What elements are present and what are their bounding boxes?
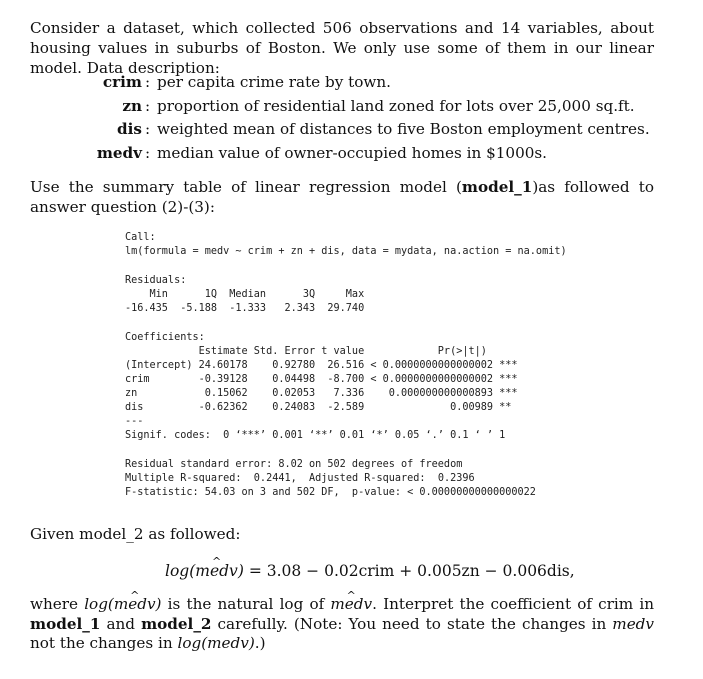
call-formula: lm(formula = medv ~ crim + zn + dis, data = mydata, na.action = na.omit) xyxy=(125,246,567,257)
question-paragraph xyxy=(30,595,654,654)
variable-name: crim xyxy=(102,73,142,91)
coefficients-header: Estimate Std. Error t value Pr(>|t|) xyxy=(125,346,512,357)
question-log: log( xyxy=(84,595,114,613)
summary-prompt-text: Use the summary table of linear regression model ( xyxy=(30,178,462,196)
question-log-close: ) xyxy=(155,595,162,613)
question-text: where xyxy=(30,595,85,613)
summary-prompt-model: model_1 xyxy=(461,178,533,196)
model2-formula xyxy=(165,560,575,582)
question-log-medv: log(medv) xyxy=(177,634,255,652)
question-log-var: medv ^ xyxy=(114,595,156,615)
variable-colon: : xyxy=(145,144,151,162)
intro-paragraph: Consider a dataset, which collected 506 observations and 14 variables, about housing values in suburbs of Boston. We only use some of them in our linear model. Data description: xyxy=(30,19,654,77)
coefficient-row: (Intercept) 24.60178 0.92780 26.516 < 0.0000000000000002 *** xyxy=(125,360,518,371)
question-text: . Interpret the coefficient of crim in xyxy=(372,595,654,613)
variable-desc: proportion of residential land zoned for lots over 25,000 sq.ft. xyxy=(157,97,635,115)
coefficients-label: Coefficients: xyxy=(125,332,205,343)
variable-colon: : xyxy=(145,73,151,91)
formula-rhs: = 3.08 − 0.02crim + 0.005zn − 0.006dis, xyxy=(243,562,575,580)
residuals-header: Min 1Q Median 3Q Max xyxy=(125,289,371,300)
variable-desc: per capita crime rate by town. xyxy=(157,73,391,91)
variable-desc: weighted mean of distances to five Boston employment centres. xyxy=(157,120,650,138)
f-statistic: F-statistic: 54.03 on 3 and 502 DF, p-value: < 0.00000000000000022 xyxy=(125,487,536,498)
signif-codes: Signif. codes: 0 ‘***’ 0.001 ‘**’ 0.01 ‘*’ 0.05 ‘.’ 0.1 ‘ ’ 1 xyxy=(125,430,506,441)
formula-lhs-var: medv ^ xyxy=(195,560,238,582)
variable-desc: median value of owner-occupied homes in $1000s. xyxy=(157,144,548,162)
r-squared: Multiple R-squared: 0.2441, Adjusted R-squared: 0.2396 xyxy=(125,473,481,484)
variable-name: dis xyxy=(117,120,142,138)
question-model1: model_1 xyxy=(30,614,101,633)
coefficient-row: dis -0.62362 0.24083 -2.589 0.00989 ** xyxy=(125,402,518,413)
variable-name: zn xyxy=(122,97,142,115)
residual-standard-error: Residual standard error: 8.02 on 502 degrees of freedom xyxy=(125,459,463,470)
variable-colon: : xyxy=(145,97,151,115)
variable-colon: : xyxy=(145,120,151,138)
residuals-values: -16.435 -5.188 -1.333 2.343 29.740 xyxy=(125,303,371,314)
formula-lhs: log( xyxy=(165,562,196,580)
separator: --- xyxy=(125,416,144,427)
question-medv: medv xyxy=(612,614,654,633)
question-model2: model_2 xyxy=(141,614,212,633)
question-text: not the changes in xyxy=(30,634,178,652)
variable-name: medv xyxy=(96,144,142,162)
question-text: and xyxy=(100,614,142,633)
question-text: carefully. (Note: You need to state the changes in xyxy=(211,614,613,633)
coefficient-row: zn 0.15062 0.02053 7.336 0.000000000000893 *** xyxy=(125,388,518,399)
residuals-label: Residuals: xyxy=(125,275,187,286)
summary-prompt-text-end: )as followed to answer question (2)-(3): xyxy=(30,178,654,216)
summary-prompt xyxy=(30,177,654,217)
question-var: medv ^ xyxy=(330,595,372,615)
question-text: is the natural log of xyxy=(161,595,331,613)
call-label: Call: xyxy=(125,232,156,243)
model2-intro: Given model_2 as followed: xyxy=(30,525,241,543)
formula-lhs-close: ) xyxy=(237,562,244,580)
coefficient-row: crim -0.39128 0.04498 -8.700 < 0.0000000000000002 *** xyxy=(125,374,518,385)
question-text-end: .) xyxy=(254,634,266,652)
